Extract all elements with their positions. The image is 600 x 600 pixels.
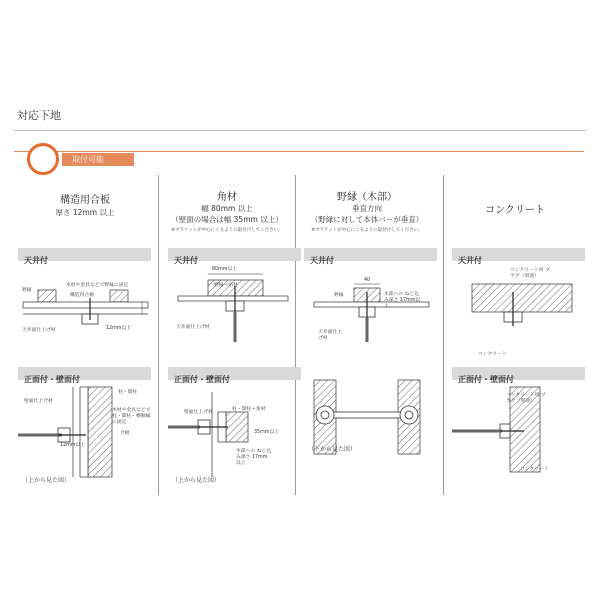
callout: 壁面仕上げ材 [24,399,53,404]
column-note: ※ブラケットが中心にくるように取付けしてください。 [171,228,283,233]
plywood-ceiling-diagram [18,262,153,352]
section-label: 正面付・壁面付 [24,375,80,384]
callout: 野縁 [22,288,32,293]
column-divider [295,175,296,495]
section-label: 天井付 [310,256,334,265]
callout: 野縁＋角材 [214,283,238,288]
column-title: コンクリート [485,205,545,216]
column-title: 角材 [217,192,237,203]
callout: 天井面仕上げ材 [22,328,56,333]
column-divider [443,175,444,495]
section-header [168,367,301,384]
title-divider [14,130,586,131]
column-title: 構造用合板 [60,195,110,206]
callout: 12mm以上 [60,443,86,448]
section-label: 天井付 [24,256,48,265]
section-label: 正面付・壁面付 [458,375,514,384]
callout: コンクリート [478,352,507,357]
lumber-ceiling-diagram [168,262,293,352]
available-circle-icon [27,143,59,175]
callout: 80mm以上 [212,267,238,272]
column-note: ※ブラケットが中心にくるように取付けしてください。 [311,228,423,233]
section-header [304,248,437,265]
callout: コンクリート用 プラグ（別途） [506,393,546,404]
column-subtitle: 幅 80mm 以上 [201,204,253,213]
section-label: 正面付・壁面付 [174,375,230,384]
callout: 木部への ねじ込み深さ 17mm以上 [384,292,421,309]
callout: 野縁 [334,293,344,298]
callout: 木材や金具などで野縁に固定 [66,283,129,288]
view-caption: （下から見た図） [308,446,357,453]
page-title: 対応下地 [17,109,61,122]
section-header [18,367,151,384]
callout: コンクリート [520,467,549,472]
callout: 木部への ねじ込み深さ 17mm以上 [236,449,272,466]
callout: 天井面仕上げ材 [176,325,210,330]
view-caption: （上から見た図） [172,477,221,484]
callout: 柱・間柱 [118,390,138,395]
callout: コンクリート用 プラグ（別途） [510,268,550,279]
plywood-wall-diagram [18,382,153,482]
callout: 天井面仕上げ材 [318,330,342,341]
callout: 柱・間柱＋角材 [232,407,266,412]
callout: 構造用合板 [70,293,94,298]
column-subtitle: 垂直方向 [352,204,382,213]
section-header [18,248,151,265]
availability-rule [14,151,584,152]
column-subtitle-2: （壁面の場合は幅 35mm 以上） [171,215,283,224]
section-header [452,248,585,265]
section-label: 天井付 [174,256,198,265]
section-label: 天井付 [458,256,482,265]
column-divider [158,175,159,495]
callout: 35mm以上 [254,430,280,435]
section-header [168,248,301,265]
callout: 合板 [120,431,130,436]
view-caption: （上から見た図） [22,477,71,484]
column-title: 野縁（木部） [337,192,397,203]
callout: 壁面仕上げ材 [184,410,213,415]
furring-bottom-view-diagram [300,372,440,472]
callout: 12mm以上 [106,326,132,331]
section-header [452,367,585,384]
callout: 木材や金具などで柱・間柱・横胴縁に固定 [112,408,151,425]
column-subtitle: 厚さ 12mm 以上 [55,208,115,217]
column-subtitle-2: （野縁に対して本体バーが垂直） [310,215,424,224]
callout: 40 [364,278,371,283]
availability-tab: 取付可能 [62,153,134,166]
